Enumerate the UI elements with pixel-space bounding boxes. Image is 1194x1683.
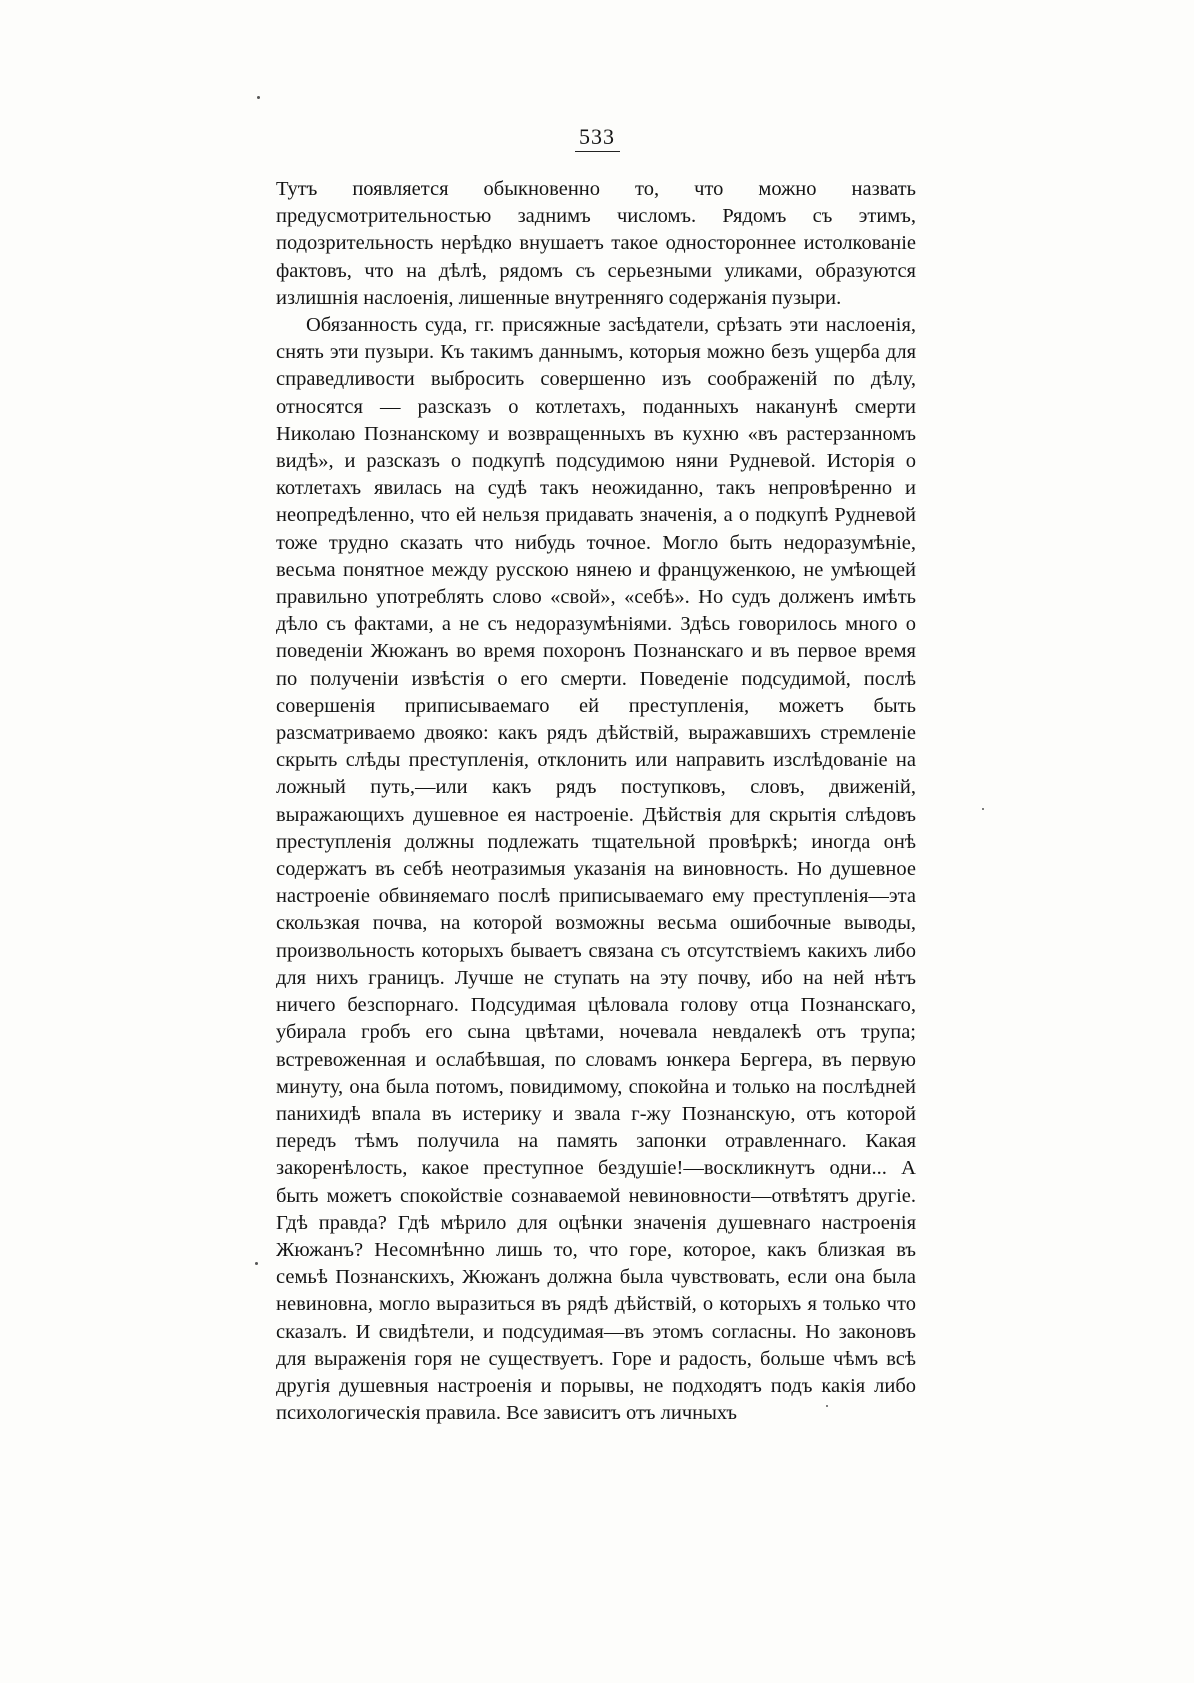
paragraph-2: Обязанность суда, гг. присяжные засѣдатели, срѣзать эти наслоенія, снять эти пузыри. Къ такимъ даннымъ, которыя можно безъ ущерба для справедливости выбросить совершенно изъ соображеній по дѣлу, относятся — разсказъ о котлетахъ, поданныхъ наканунѣ смерти Николаю Познанскому и возвращенныхъ въ кухню «въ растерзанномъ видѣ», и разсказъ о подкупѣ подсудимою няни Рудневой. Исторія о котлетахъ явилась на судѣ такъ неожиданно, такъ непровѣренно и неопредѣленно, что ей нельзя придавать значенія, а о подкупѣ Рудневой тоже трудно сказать что нибудь точное. Могло быть недоразумѣніе, весьма понятное между русскою нянею и француженкою, не умѣющей правильно употреблять слово «свой», «себѣ». Но судъ долженъ имѣть дѣло съ фактами, а не съ недоразумѣніями. Здѣсь говорилось много о поведеніи Жюжанъ во время похоронъ Познанскаго и въ первое время по полученіи извѣстія о его смерти. Поведеніе подсудимой, послѣ совершенія приписываемаго ей преступленія, можетъ быть разсматриваемо двояко: какъ рядъ дѣйствій, выражавшихъ стремленіе скрыть слѣды преступленія, отклонить или направить изслѣдованіе на ложный путь,—или какъ рядъ поступковъ, словъ, движеній, выражающихъ душевное ея настроеніе. Дѣйствія для скрытія слѣдовъ преступленія должны подлежать тщательной провѣркѣ; иногда онѣ содержатъ въ себѣ неотразимыя указанія на виновность. Но душевное настроеніе обвиняемаго послѣ приписываемаго ему преступленія—эта скользкая почва, на которой возможны весьма ошибочные выводы, произвольность которыхъ бываетъ связана съ отсутствіемъ какихъ либо для нихъ границъ. Лучше не ступать на эту почву, ибо на ней нѣтъ ничего безспорнаго. Подсудимая цѣловала голову отца Познанскаго, убирала гробъ его сына цвѣтами, ночевала невдалекѣ отъ трупа; встревоженная и ослабѣвшая, по словамъ юнкера Бергера, въ первую минуту, она была потомъ, повидимому, спокойна и только на послѣдней панихидѣ впала въ истерику и звала г-жу Познанскую, отъ которой передъ тѣмъ получила на память запонки отравленнаго. Какая закоренѣлость, какое преступное бездушіе!—воскликнутъ одни... А быть можетъ спокойствіе сознаваемой невиновности—отвѣтятъ другіе. Гдѣ правда? Гдѣ мѣрило для оцѣнки значенія душевнаго настроенія Жюжанъ? Несомнѣнно лишь то, что горе, которое, какъ близкая въ семьѣ Познанскихъ, Жюжанъ должна была чувствовать, если она была невиновна, могло выразиться въ рядѣ дѣйствій, о которыхъ я только что сказалъ. И свидѣтели, и подсудимая—въ этомъ согласны. Но законовъ для выраженія горя не существуетъ. Горе и радость, больше чѣмъ всѣ другія душевныя настроенія и порывы, не подходятъ подъ какія либо психологическія правила. Все зависитъ отъ личныхъ <box>276 314 916 1425</box>
scan-speck <box>982 808 984 810</box>
body-text <box>276 176 916 1427</box>
page-number-underline <box>575 151 620 152</box>
paragraph-1: Тутъ появляется обыкновенно то, что можно назвать предусмотрительностью заднимъ числомъ. Рядомъ съ этимъ, подозрительность нерѣдко внушаетъ такое одностороннее истолкованіе фактовъ, что на дѣлѣ, рядомъ съ серьезными уликами, образуются излишнія наслоенія, лишенные внутренняго содержанія пузыри. <box>276 178 916 309</box>
page-number: 533 <box>579 124 615 149</box>
scan-speck <box>255 1262 258 1265</box>
scan-speck <box>826 1405 828 1407</box>
scan-speck <box>257 96 260 99</box>
